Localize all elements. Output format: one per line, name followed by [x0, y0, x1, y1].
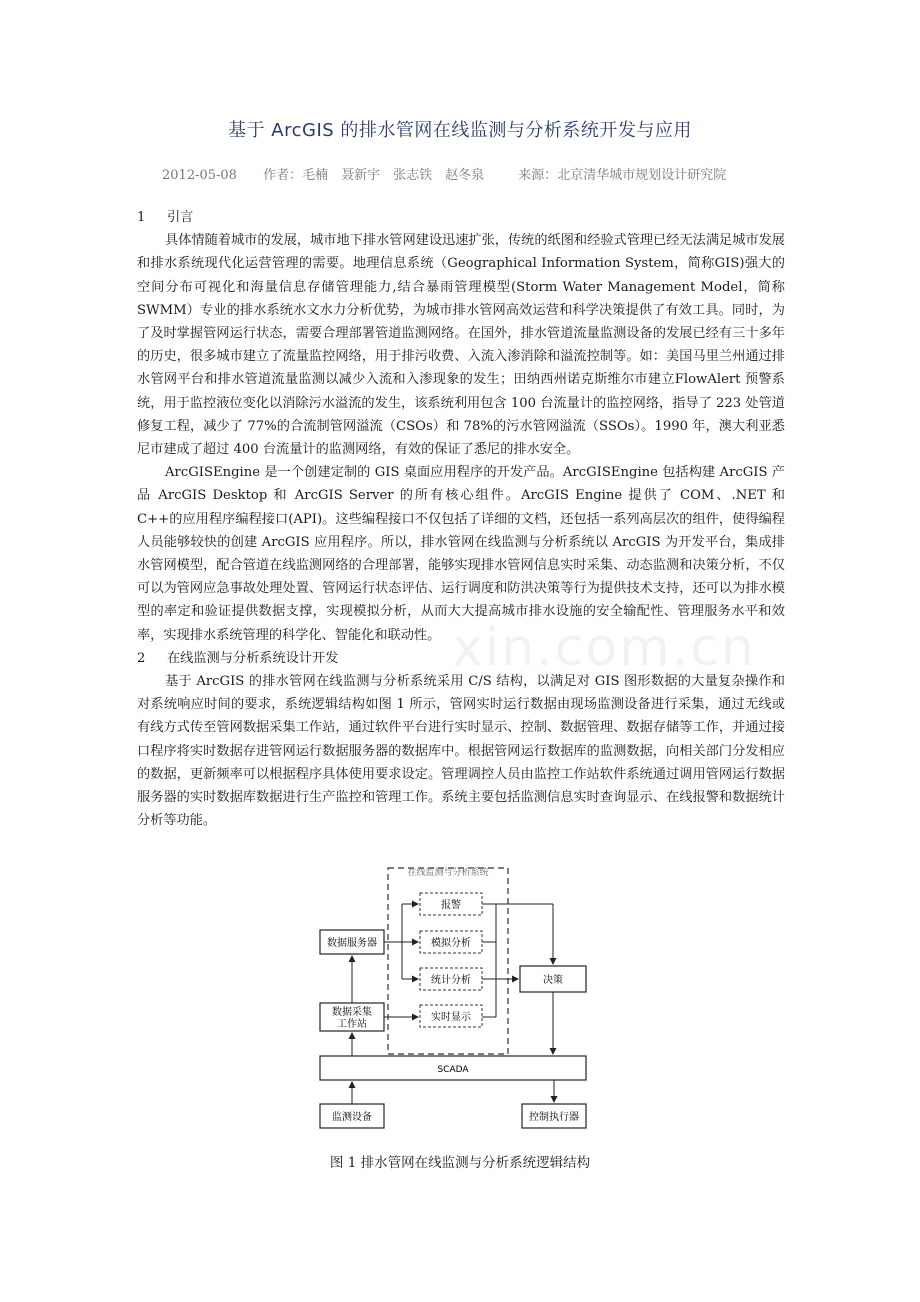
article-body — [137, 206, 785, 832]
section-heading-2 — [137, 647, 785, 670]
section-title: 引言 — [167, 210, 194, 225]
collection-station-label-1: 数据采集 — [332, 1007, 372, 1018]
data-server-label: 数据服务器 — [327, 938, 377, 949]
simulation-label: 模拟分析 — [431, 938, 471, 949]
section-heading-1 — [137, 206, 785, 229]
article-meta — [162, 164, 748, 183]
paragraph-intro: 具体情随着城市的发展，城市地下排水管网建设迅速扩张，传统的纸图和经验式管理已经无法满足城市发展和排水系统现代化运营管理的需要。地理信息系统（Geographical Information System，简称GIS)强大的空间分布可视化和海量信息存储管理能力,结合暴雨管理模型(Storm Water Management Model，简称 SWMM）专业的排水系统水文水力分析优势，为城市排水管网高效运营和科学决策提供了有效工具。同时，为了及时掌握管网运行状态，需要合理部署管道监测网络。在国外，排水管道流量监测设备的发展已经有三十多年的历史，很多城市建立了流量监控网络，用于排污收费、入流入渗消除和溢流控制等。如：美国马里兰州通过排水管网平台和排水管道流量监测以减少入流和入渗现象的发生；田纳西州诺克斯维尔市建立FlowAlert 预警系统，用于监控液位变化以消除污水溢流的发生，该系统利用包含 100 台流量计的监控网络，指导了 223 处管道修复工程，减少了 77%的合流制管网溢流（CSOs）和 78%的污水管网溢流（SSOs）。1990 年，澳大利亚悉尼市建成了超过 400 台流量计的监测网络，有效的保证了悉尼的排水安全。 — [137, 233, 785, 458]
system-group-frame — [388, 868, 508, 1054]
paragraph-system-design: 基于 ArcGIS 的排水管网在线监测与分析系统采用 C/S 结构，以满足对 GIS 图形数据的大量复杂操作和对系统响应时间的要求，系统逻辑结构如图 1 所示，管网实时运行数据由现场监测设备进行采集，通过无线或有线方式传至管网数据采集工作站，通过软件平台进行实时显示、控制、数据管理、数据存储等工作，并通过接口程序将实时数据存进管网运行数据服务器的数据库中。根据管网运行数据库的监测数据，向相关部门分发相应的数据，更新频率可以根据程序具体使用要求设定。管理调控人员由监控工作站软件系统通过调用管网运行数据服务器的实时数据库数据进行生产监控和管理工作。系统主要包括监测信息实时查询显示、在线报警和数据统计分析等功能。 — [137, 674, 785, 829]
collection-station-label-2: 工作站 — [337, 1019, 367, 1030]
monitor-device-label: 监测设备 — [332, 1112, 372, 1123]
statistics-label: 统计分析 — [431, 975, 471, 986]
section-number: 2 — [137, 650, 146, 666]
decision-label: 决策 — [543, 975, 563, 986]
article-date: 2012-05-08 — [162, 168, 237, 183]
figure-caption: 图 1 排水管网在线监测与分析系统逻辑结构 — [329, 1155, 591, 1171]
system-group-label: 在线监测与分析系统 — [407, 868, 489, 878]
section-title: 在线监测与分析系统设计开发 — [167, 650, 339, 666]
scada-label: SCADA — [437, 1065, 469, 1075]
watermark: xin.com.cn — [452, 618, 756, 678]
article-title: 基于 ArcGIS 的排水管网在线监测与分析系统开发与应用 — [228, 120, 692, 141]
article-source: 来源：北京清华城市规划设计研究院 — [518, 168, 727, 183]
article-authors: 作者：毛楠 聂新宇 张志铁 赵冬泉 — [263, 168, 485, 183]
paragraph-arcgis-engine: ArcGISEngine 是一个创建定制的 GIS 桌面应用程序的开发产品。ArcGISEngine 包括构建 ArcGIS 产品 ArcGIS Desktop 和 ArcGIS Server 的所有核心组件。ArcGIS Engine 提供了 COM、.NET 和 C++的应用程序编程接口(API)。这些编程接口不仅包括了详细的文档，还包括一系列高层次的组件，使得编程人员能够较快的创建 ArcGIS 应用程序。所以，排水管网在线监测与分析系统以 ArcGIS 为开发平台，集成排水管网模型，配合管道在线监测网络的合理部署，能够实现排水管网信息实时采集、动态监测和决策分析，不仅可以为管网应急事故处理处置、管网运行状态评估、运行调度和防洪决策等行为提供技术支持，还可以为排水模型的率定和验证提供数据支撑，实现模拟分析，从而大大提高城市排水设施的安全输配性、管理服务水平和效率，实现排水系统管理的科学化、智能化和联动性。 — [137, 465, 785, 643]
section-number: 1 — [137, 210, 146, 225]
logic-structure-diagram — [316, 860, 606, 1136]
alarm-label: 报警 — [441, 900, 461, 911]
controller-label: 控制执行器 — [529, 1112, 579, 1123]
realtime-label: 实时显示 — [431, 1012, 471, 1023]
